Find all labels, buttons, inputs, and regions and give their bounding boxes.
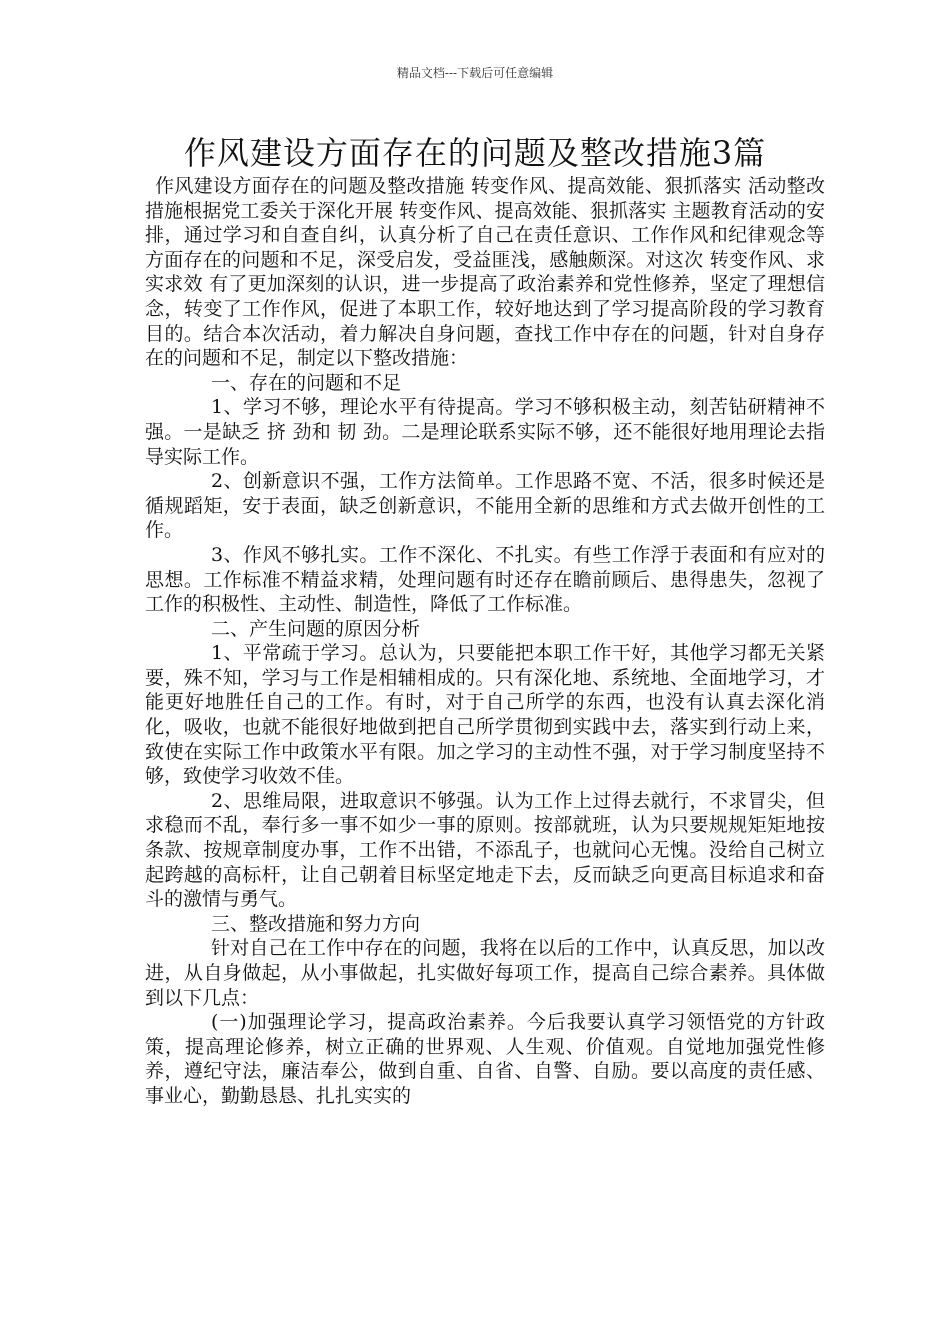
document-body (145, 174, 825, 1109)
paragraph: 3、作风不够扎实。工作不深化、不扎实。有些工作浮于表面和有应对的思想。工作标准不精益求精，处理问题有时还存在瞻前顾后、患得患失，忽视了工作的积极性、主动性、制造性，降低了工作标准。 (145, 543, 825, 616)
section-heading-3: 三、整改措施和努力方向 (211, 912, 421, 935)
paragraph: 2、创新意识不强，工作方法简单。工作思路不宽、不活，很多时候还是循规蹈矩，安于表面，缺乏创新意识，不能用全新的思维和方式去做开创性的工作。 (145, 470, 825, 542)
header-note: 精品文档---下载后可任意编辑 (396, 66, 554, 80)
paragraph: 1、平常疏于学习。总认为，只要能把本职工作干好，其他学习都无关紧要，殊不知，学习与工作是相辅相成的。只有深化地、系统地、全面地学习，才能更好地胜任自己的工作。有时，对于自己所学的东西，也没有认真去深化消化，吸收，也就不能很好地做到把自己所学贯彻到实践中去，落实到行动上来，致使在实际工作中政策水平有限。加之学习的主动性不强，对于学习制度坚持不够，致使学习收效不佳。 (145, 642, 825, 788)
section-heading-1: 一、存在的问题和不足 (211, 371, 402, 394)
paragraph: 2、思维局限，进取意识不够强。认为工作上过得去就行，不求冒尖，但求稳而不乱，奉行多一事不如少一事的原则。按部就班，认为只要规规矩矩地按条款、按规章制度办事，工作不出错，不添乱子，也就问心无愧。没给自己树立起跨越的高标杆，让自己朝着目标坚定地走下去，反而缺乏向更高目标追求和奋斗的激情与勇气。 (145, 789, 825, 911)
intro-paragraph: 作风建设方面存在的问题及整改措施 转变作风、提高效能、狠抓落实 活动整改措施根据党工委关于深化开展 转变作风、提高效能、狠抓落实 主题教育活动的安排，通过学习和自查自纠，认真分析了自己在责任意识、工作作风和纪律观念等方面存在的问题和不足，深受启发，受益匪浅，感触颇深。对这次 转变作风、求实求效 有了更加深刻的认识，进一步提高了政治素养和党性修养，坚定了理想信念，转变了工作作风，促进了本职工作，较好地达到了学习提高阶段的学习教育目的。结合本次活动，着力解决自身问题，查找工作中存在的问题，针对自身存在的问题和不足，制定以下整改措施： (145, 175, 825, 370)
page-title: 作风建设方面存在的问题及整改措施3篇 (183, 134, 767, 172)
section-heading-2: 二、产生问题的原因分析 (211, 617, 421, 640)
paragraph: 针对自己在工作中存在的问题，我将在以后的工作中，认真反思，加以改进，从自身做起，从小事做起，扎实做好每项工作，提高自己综合素养。具体做到以下几点： (145, 937, 825, 1009)
paragraph: (一)加强理论学习，提高政治素养。今后我要认真学习领悟党的方针政策，提高理论修养，树立正确的世界观、人生观、价值观。自觉地加强党性修养，遵纪守法，廉洁奉公，做到自重、自省、自警、自励。要以高度的责任感、事业心，勤勤恳恳、扎扎实实的 (145, 1011, 825, 1107)
paragraph: 1、学习不够，理论水平有待提高。学习不够积极主动，刻苦钻研精神不强。一是缺乏 挤 劲和 韧 劲。二是理论联系实际不够，还不能很好地用理论去指导实际工作。 (145, 396, 825, 468)
